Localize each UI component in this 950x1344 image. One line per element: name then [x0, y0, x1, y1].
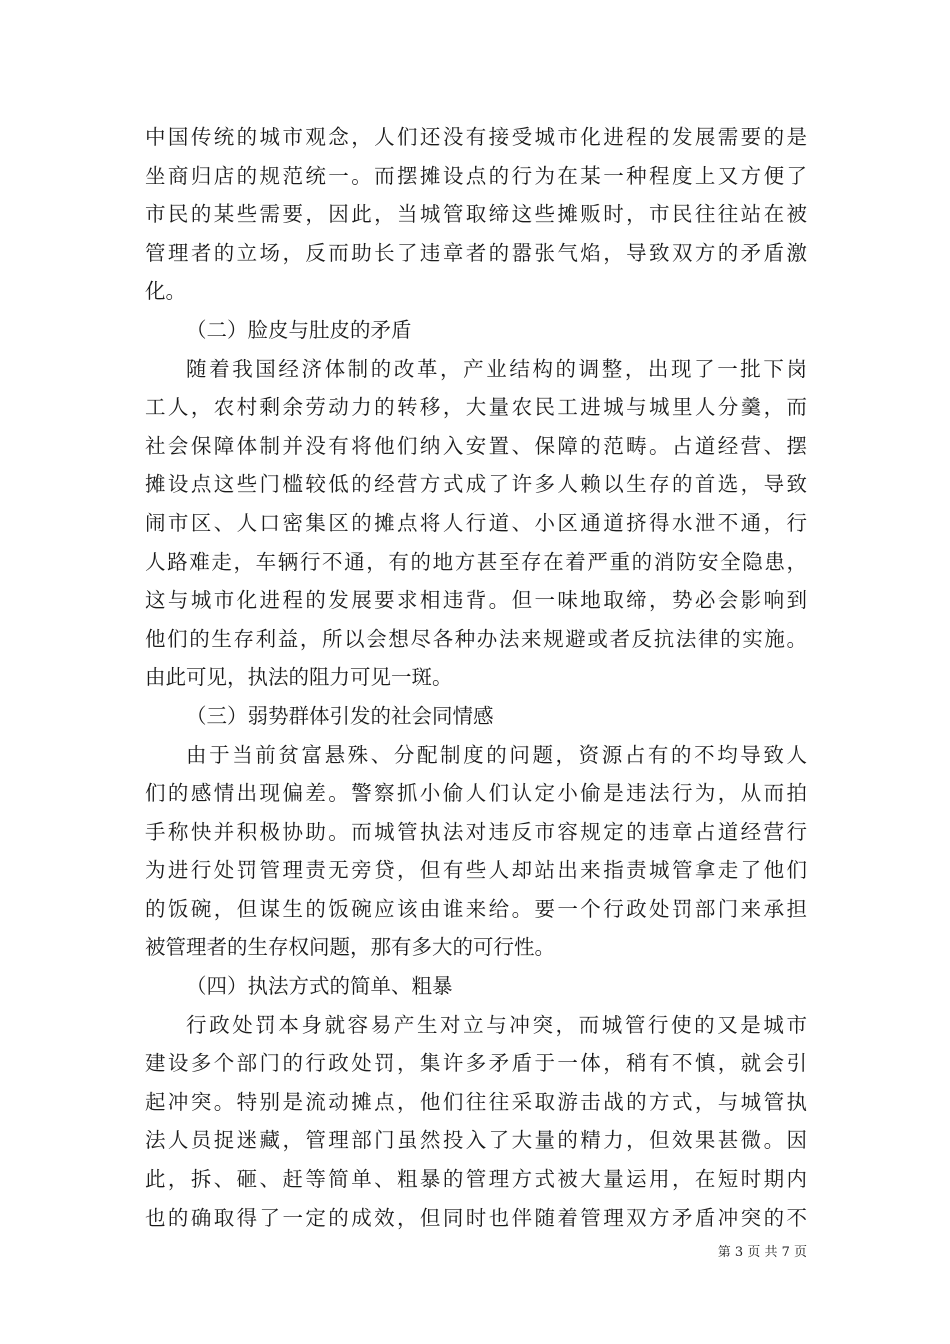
text-line: 建设多个部门的行政处罚，集许多矛盾于一体，稍有不慎，就会引: [145, 1051, 807, 1076]
text-line: 为进行处罚管理责无旁贷，但有些人却站出来指责城管拿走了他们: [145, 858, 807, 883]
text-line: 们的感情出现偏差。警察抓小偷人们认定小偷是违法行为，从而拍: [145, 781, 807, 806]
text-line: 他们的生存利益，所以会想尽各种办法来规避或者反抗法律的实施。: [145, 626, 807, 651]
text-line: 由于当前贫富悬殊、分配制度的问题，资源占有的不均导致人: [186, 742, 807, 767]
text-line: 化。: [145, 279, 186, 304]
text-line: 这与城市化进程的发展要求相违背。但一味地取缔，势必会影响到: [145, 588, 807, 613]
text-line: 此，拆、砸、赶等简单、粗暴的管理方式被大量运用，在短时期内: [145, 1167, 807, 1192]
text-line: 起冲突。特别是流动摊点，他们往往采取游击战的方式，与城管执: [145, 1089, 807, 1114]
text-line: 的饭碗，但谋生的饭碗应该由谁来给。要一个行政处罚部门来承担: [145, 896, 807, 921]
text-line: 摊设点这些门槛较低的经营方式成了许多人赖以生存的首选，导致: [145, 472, 807, 497]
section-heading: （四）执法方式的简单、粗暴: [186, 974, 453, 999]
text-line: 坐商归店的规范统一。而摆摊设点的行为在某一种程度上又方便了: [145, 163, 807, 188]
text-line: 随着我国经济体制的改革，产业结构的调整，出现了一批下岗: [186, 356, 807, 381]
text-line: 也的确取得了一定的成效，但同时也伴随着管理双方矛盾冲突的不: [145, 1205, 807, 1230]
text-line: 由此可见，执法的阻力可见一斑。: [145, 665, 453, 690]
text-line: 市民的某些需要，因此，当城管取缔这些摊贩时，市民往往站在被: [145, 202, 807, 227]
text-line: 法人员捉迷藏，管理部门虽然投入了大量的精力，但效果甚微。因: [145, 1128, 807, 1153]
section-heading: （二）脸皮与肚皮的矛盾: [186, 317, 412, 342]
text-line: 中国传统的城市观念，人们还没有接受城市化进程的发展需要的是: [145, 125, 807, 149]
text-line: 被管理者的生存权问题，那有多大的可行性。: [145, 935, 555, 960]
text-line: 行政处罚本身就容易产生对立与冲突，而城管行使的又是城市: [186, 1012, 807, 1037]
text-line: 工人，农村剩余劳动力的转移，大量农民工进城与城里人分羹，而: [145, 395, 807, 420]
text-line: 社会保障体制并没有将他们纳入安置、保障的范畴。占道经营、摆: [145, 433, 807, 458]
text-line: 人路难走，车辆行不通，有的地方甚至存在着严重的消防安全隐患，: [145, 549, 807, 574]
text-line: 手称快并积极协助。而城管执法对违反市容规定的违章占道经营行: [145, 819, 807, 844]
text-line: 闹市区、人口密集区的摊点将人行道、小区通道挤得水泄不通，行: [145, 510, 807, 535]
text-line: 管理者的立场，反而助长了违章者的嚣张气焰，导致双方的矛盾激: [145, 240, 807, 265]
page-number: 第 3 页 共 7 页: [717, 1245, 807, 1260]
section-heading: （三）弱势群体引发的社会同情感: [186, 703, 494, 728]
document-body: [145, 118, 807, 1237]
